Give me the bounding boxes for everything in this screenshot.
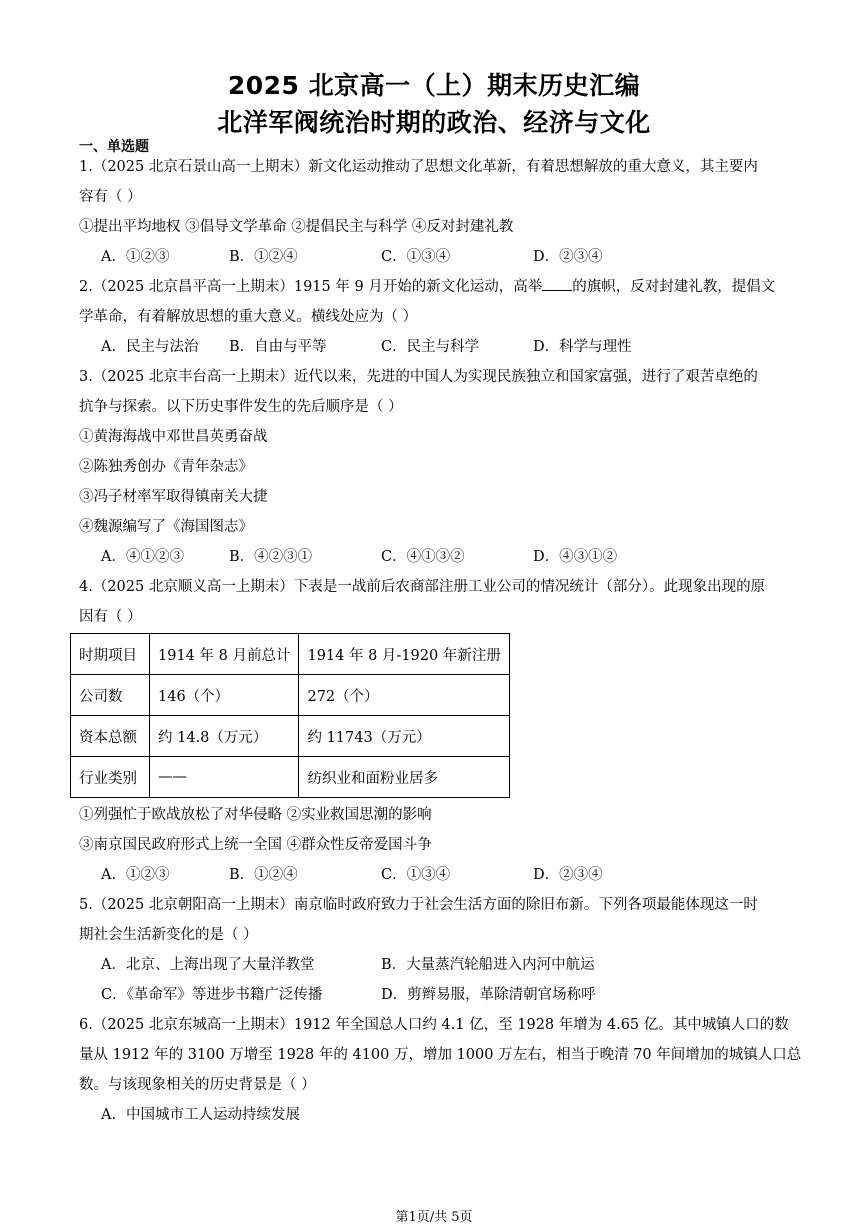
table-row [71,716,510,757]
question-1-stem-line-2: 容有（ ） [79,189,142,205]
question-6-stem-line-1: 6.（2025 北京东城高一上期末）1912 年全国总人口约 4.1 亿，至 1928 年增为 4.65 亿。其中城镇人口的数 [79,1017,789,1033]
table-cell: 146（个） [150,675,299,716]
question-6-option-a: A．中国城市工人运动持续发展 [101,1107,300,1123]
question-2-option-b: B．自由与平等 [229,339,327,355]
question-2-option-c: C．民主与科学 [381,339,480,355]
question-4-option-c: C．①③④ [381,867,451,883]
page-number: 第1页/共 5页 [395,1210,473,1225]
table-cell: 1914 年 8 月前总计 [150,634,299,675]
question-1-stem-line-1: 1.（2025 北京石景山高一上期末）新文化运动推动了思想文化革新，有着思想解放的重大意义，其主要内 [79,159,758,175]
question-2-option-a: A．民主与法治 [101,339,199,355]
question-3-item-4: ④魏源编写了《海国图志》 [79,519,253,535]
data-table [70,633,510,798]
question-3-option-a: A．④①②③ [101,549,184,565]
question-3-option-d: D．④③①② [533,549,618,565]
question-5-stem-line-1: 5.（2025 北京朝阳高一上期末）南京临时政府致力于社会生活方面的除旧布新。下列各项最能体现这一时 [79,897,758,913]
table-row [71,675,510,716]
page-title: 2025 北京高一（上）期末历史汇编 [227,71,641,100]
question-3-item-2: ②陈独秀创办《青年杂志》 [79,459,253,475]
question-5-option-b: B．大量蒸汽轮船进入内河中航运 [381,957,595,973]
table-cell: 时期项目 [71,634,150,675]
question-1-option-b: B．①②④ [229,249,298,265]
question-3-item-1: ①黄海海战中邓世昌英勇奋战 [79,429,268,445]
question-5-stem-line-2: 期社会生活新变化的是（ ） [79,927,258,943]
question-1-option-d: D．②③④ [533,249,603,265]
question-4-option-a: A．①②③ [101,867,170,883]
question-6-stem-line-3: 数。与该现象相关的历史背景是（ ） [79,1077,316,1093]
question-2-option-d: D．科学与理性 [533,339,632,355]
table-cell: 公司数 [71,675,150,716]
question-4-option-b: B．①②④ [229,867,298,883]
question-6-stem-line-2: 量从 1912 年的 3100 万增至 1928 年的 4100 万，增加 1000 万左右，相当于晚清 70 年间增加的城镇人口总 [79,1047,802,1063]
fill-in-blank [542,278,572,291]
table-cell: 272（个） [299,675,509,716]
question-4-items-line-2: ③南京国民政府形式上统一全国 ④群众性反帝爱国斗争 [79,837,432,853]
table-cell: 约 14.8（万元） [150,716,299,757]
table-cell: 资本总额 [71,716,150,757]
question-1-option-c: C．①③④ [381,249,451,265]
question-3-option-b: B．④②③① [229,549,313,565]
table-cell: 约 11743（万元） [299,716,509,757]
table-cell: —— [150,757,299,798]
question-4-items-line-1: ①列强忙于欧战放松了对华侵略 ②实业救国思潮的影响 [79,807,432,823]
question-5-option-c: C．《革命军》等进步书籍广泛传播 [101,987,323,1003]
question-4-stem-line-2: 因有（ ） [79,609,142,625]
page-subtitle: 北洋军阀统治时期的政治、经济与文化 [217,108,651,137]
question-2-stem-part-2: 的旗帜，反对封建礼教，提倡文 [572,279,776,295]
question-5-option-a: A．北京、上海出现了大量洋教堂 [101,957,315,973]
question-3-option-c: C．④①③② [381,549,465,565]
question-2-stem-part-1: 2.（2025 北京昌平高一上期末）1915 年 9 月开始的新文化运动，高举 [79,279,543,295]
table-cell: 纺织业和面粉业居多 [299,757,509,798]
table-row [71,757,510,798]
question-1-items: ①提出平均地权 ③倡导文学革命 ②提倡民主与科学 ④反对封建礼教 [79,219,514,235]
table-cell: 1914 年 8 月-1920 年新注册 [299,634,509,675]
question-4-option-d: D．②③④ [533,867,603,883]
question-2-stem-line-1 [79,275,775,296]
question-2-stem-line-2: 学革命，有着解放思想的重大意义。横线处应为（ ） [79,309,418,325]
question-3-stem-line-1: 3.（2025 北京丰台高一上期末）近代以来，先进的中国人为实现民族独立和国家富强，进行了艰苦卓绝的 [79,369,758,385]
section-heading: 一、单选题 [79,139,149,155]
question-4-stem-line-1: 4.（2025 北京顺义高一上期末）下表是一战前后农商部注册工业公司的情况统计（部分）。此现象出现的原 [79,579,766,595]
table-row [71,634,510,675]
question-1-option-a: A．①②③ [101,249,170,265]
question-3-stem-line-2: 抗争与探索。以下历史事件发生的先后顺序是（ ） [79,399,403,415]
table-cell: 行业类别 [71,757,150,798]
question-5-option-d: D．剪辫易服，革除清朝官场称呼 [381,987,596,1003]
question-3-item-3: ③冯子材率军取得镇南关大捷 [79,489,268,505]
